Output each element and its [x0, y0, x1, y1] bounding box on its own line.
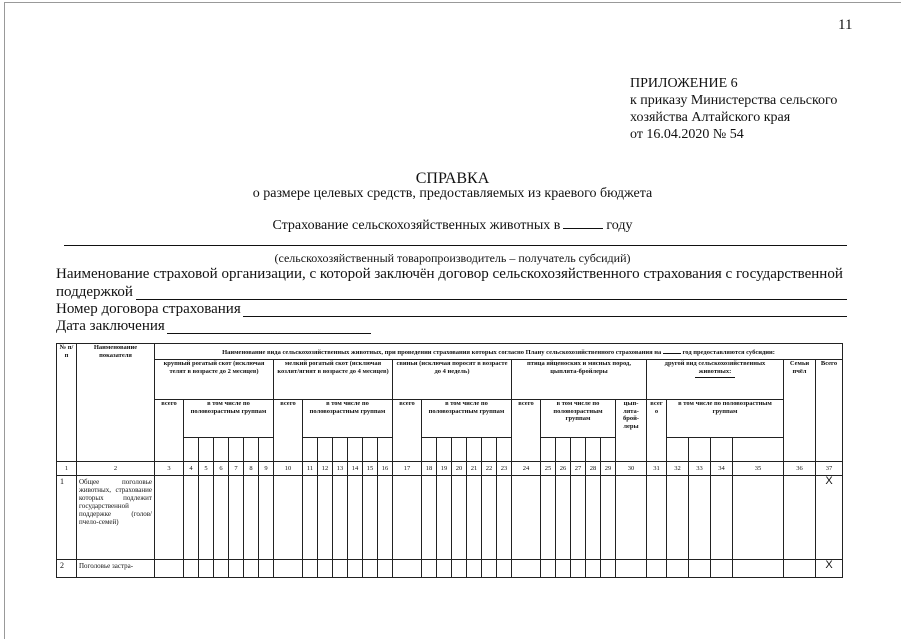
value-cell[interactable]: [571, 476, 586, 560]
group-other: [647, 360, 784, 400]
value-cell[interactable]: [482, 560, 497, 578]
group-total: Всего: [816, 360, 843, 462]
subgroup-cell[interactable]: [378, 438, 393, 462]
value-cell[interactable]: [452, 476, 467, 560]
column-number: 32: [667, 462, 689, 476]
column-number: 1: [57, 462, 77, 476]
main-header-prefix: Наименование вида сельскохозяйственных животных, при проведении страхования которых согласно Плану сельскохозяйственного страхования на: [222, 348, 662, 356]
value-cell[interactable]: [199, 476, 214, 560]
subgroup-cell[interactable]: [601, 438, 616, 462]
value-cell[interactable]: [512, 476, 541, 560]
column-number: 36: [784, 462, 816, 476]
value-cell[interactable]: [333, 476, 348, 560]
value-cell[interactable]: [363, 560, 378, 578]
column-number: 5: [199, 462, 214, 476]
value-cell[interactable]: [482, 476, 497, 560]
value-cell[interactable]: [259, 560, 274, 578]
producer-caption: (сельскохозяйственный товаропроизводитель – получатель субсидий): [274, 251, 631, 265]
column-number: 8: [244, 462, 259, 476]
other-total-header: всег о: [647, 400, 667, 462]
row-total-mark: X: [816, 476, 843, 560]
column-number: 26: [556, 462, 571, 476]
value-cell[interactable]: [711, 476, 733, 560]
value-cell[interactable]: [303, 476, 318, 560]
value-cell[interactable]: [244, 476, 259, 560]
column-number: 22: [482, 462, 497, 476]
subsidy-table: [56, 343, 843, 578]
subgroup-cell[interactable]: [318, 438, 333, 462]
column-number: 9: [259, 462, 274, 476]
value-cell[interactable]: [556, 560, 571, 578]
column-number: 17: [393, 462, 422, 476]
value-cell[interactable]: [733, 560, 784, 578]
document-title: СПРАВКА: [415, 170, 490, 187]
value-cell[interactable]: [378, 476, 393, 560]
value-cell[interactable]: [184, 560, 199, 578]
small-groups-header: в том числе по половозрастным группам: [303, 400, 393, 438]
value-cell[interactable]: [214, 560, 229, 578]
value-cell[interactable]: [586, 476, 601, 560]
subgroup-cell[interactable]: [348, 438, 363, 462]
appendix-line-3: хозяйства Алтайского края: [630, 110, 791, 125]
support-label: поддержкой: [56, 284, 133, 300]
poultry-total-header: всего: [512, 400, 541, 462]
other-groups-header: в том числе по половозрастным группам: [667, 400, 784, 438]
value-cell[interactable]: [437, 560, 452, 578]
subgroup-cell[interactable]: [711, 438, 733, 462]
col-header-indicator: Наименование показателя: [77, 344, 155, 462]
subgroup-cell[interactable]: [667, 438, 689, 462]
column-number: 30: [616, 462, 647, 476]
value-cell[interactable]: [541, 560, 556, 578]
value-cell[interactable]: [452, 560, 467, 578]
column-number: 2: [77, 462, 155, 476]
subgroup-cell[interactable]: [184, 438, 199, 462]
column-number-row: [57, 462, 843, 476]
subgroup-cell[interactable]: [556, 438, 571, 462]
group-cattle: крупный рогатый скот (исключая телят в возрасте до 2 месяцев): [155, 360, 274, 400]
cattle-groups-header: в том числе по половозрастным группам: [184, 400, 274, 438]
value-cell[interactable]: [318, 560, 333, 578]
appendix-date: от 16.04.2020 № 54: [630, 127, 744, 142]
value-cell[interactable]: [348, 560, 363, 578]
column-number: 34: [711, 462, 733, 476]
subgroup-cell[interactable]: [229, 438, 244, 462]
subgroup-cell[interactable]: [259, 438, 274, 462]
subgroup-cell[interactable]: [333, 438, 348, 462]
subgroup-cell[interactable]: [244, 438, 259, 462]
insurer-name-label: Наименование страховой организации, с которой заключён договор сельскохозяйственного страхования с государственной: [56, 266, 843, 282]
main-header: [155, 344, 843, 360]
column-number: 28: [586, 462, 601, 476]
value-cell[interactable]: [497, 560, 512, 578]
appendix-line-2: к приказу Министерства сельского: [630, 93, 838, 108]
group-other-label: другой вид сельскохозяйственных животных:: [664, 360, 766, 375]
column-number: 6: [214, 462, 229, 476]
value-cell[interactable]: [467, 560, 482, 578]
column-number: 24: [512, 462, 541, 476]
subgroup-cell[interactable]: [497, 438, 512, 462]
value-cell[interactable]: [647, 560, 667, 578]
column-number: 21: [467, 462, 482, 476]
value-cell[interactable]: [784, 476, 816, 560]
value-cell[interactable]: [393, 476, 422, 560]
value-cell[interactable]: [601, 560, 616, 578]
subgroup-cell[interactable]: [452, 438, 467, 462]
column-number: 7: [229, 462, 244, 476]
value-cell[interactable]: [244, 560, 259, 578]
value-cell[interactable]: [274, 476, 303, 560]
conclusion-date-label: Дата заключения: [56, 318, 165, 334]
value-cell[interactable]: [229, 476, 244, 560]
value-cell[interactable]: [363, 476, 378, 560]
conclusion-date-fill[interactable]: [167, 333, 371, 334]
value-cell[interactable]: [259, 476, 274, 560]
row-label: Поголовье застра-: [77, 560, 155, 578]
row-total-mark: X: [816, 560, 843, 578]
column-number: 27: [571, 462, 586, 476]
column-number: 35: [733, 462, 784, 476]
value-cell[interactable]: [616, 476, 647, 560]
column-number: 13: [333, 462, 348, 476]
appendix-block: [630, 75, 837, 143]
value-cell[interactable]: [318, 476, 333, 560]
column-number: 33: [689, 462, 711, 476]
value-cell[interactable]: [393, 560, 422, 578]
row-number: 1: [57, 476, 77, 560]
column-number: 11: [303, 462, 318, 476]
subgroup-cell[interactable]: [214, 438, 229, 462]
col-header-no: № п/п: [57, 344, 77, 462]
producer-fill-line[interactable]: [64, 245, 847, 246]
value-cell[interactable]: [784, 560, 816, 578]
subgroup-cell[interactable]: [363, 438, 378, 462]
value-cell[interactable]: [647, 476, 667, 560]
value-cell[interactable]: [541, 476, 556, 560]
value-cell[interactable]: [667, 560, 689, 578]
subgroup-cell[interactable]: [689, 438, 711, 462]
value-cell[interactable]: [348, 476, 363, 560]
subgroup-cell[interactable]: [467, 438, 482, 462]
column-number: 15: [363, 462, 378, 476]
group-bees: Семьи пчёл: [784, 360, 816, 462]
value-cell[interactable]: [184, 476, 199, 560]
subgroup-cell[interactable]: [541, 438, 556, 462]
subgroup-cell[interactable]: [422, 438, 437, 462]
subgroup-cell[interactable]: [199, 438, 214, 462]
subgroup-cell[interactable]: [437, 438, 452, 462]
main-header-year-blank[interactable]: [663, 347, 681, 354]
column-number: 25: [541, 462, 556, 476]
column-number: 37: [816, 462, 843, 476]
pigs-total-header: всего: [393, 400, 422, 462]
poultry-groups-header: в том числе по половозрастным группам: [541, 400, 616, 438]
column-number: 10: [274, 462, 303, 476]
value-cell[interactable]: [274, 560, 303, 578]
small-total-header: всего: [274, 400, 303, 462]
broilers-header: цып-лята-брой-леры: [616, 400, 647, 462]
column-number: 19: [437, 462, 452, 476]
value-cell[interactable]: [199, 560, 214, 578]
year-blank[interactable]: [563, 216, 603, 229]
document-subtitle: о размере целевых средств, предоставляемых из краевого бюджета: [252, 186, 653, 201]
value-cell[interactable]: [437, 476, 452, 560]
value-cell[interactable]: [497, 476, 512, 560]
column-number: 16: [378, 462, 393, 476]
column-number: 12: [318, 462, 333, 476]
group-small-cattle: мелкий рогатый скот (исключая козлят/ягнят в возрасте до 4 месяцев): [274, 360, 393, 400]
table-row: [57, 560, 843, 578]
value-cell[interactable]: [378, 560, 393, 578]
value-cell[interactable]: [155, 476, 184, 560]
column-number: 20: [452, 462, 467, 476]
insurance-line-suffix: году: [606, 218, 633, 233]
insurance-year-line: [0, 216, 905, 234]
contract-number-label: Номер договора страхования: [56, 301, 241, 317]
value-cell[interactable]: [422, 560, 437, 578]
value-cell[interactable]: [711, 560, 733, 578]
value-cell[interactable]: [556, 476, 571, 560]
pigs-groups-header: в том числе по половозрастным группам: [422, 400, 512, 438]
contract-number-fill[interactable]: [243, 316, 847, 317]
other-kind-fill[interactable]: [695, 377, 735, 378]
column-number: 3: [155, 462, 184, 476]
value-cell[interactable]: [601, 476, 616, 560]
value-cell[interactable]: [467, 476, 482, 560]
column-number: 29: [601, 462, 616, 476]
page-number: 11: [838, 17, 853, 33]
main-header-suffix: год предоставляются субсидии:: [682, 348, 775, 356]
value-cell[interactable]: [733, 476, 784, 560]
row-number: 2: [57, 560, 77, 578]
column-number: 23: [497, 462, 512, 476]
column-number: 14: [348, 462, 363, 476]
appendix-title: ПРИЛОЖЕНИЕ 6: [630, 76, 738, 91]
value-cell[interactable]: [616, 560, 647, 578]
group-pigs: свиньи (исключая поросят в возрасте до 4 недель): [393, 360, 512, 400]
subgroup-cell[interactable]: [733, 438, 784, 462]
subgroup-cell[interactable]: [482, 438, 497, 462]
group-poultry: птица яйценоских и мясных пород, цыплята-бройлеры: [512, 360, 647, 400]
column-number: 31: [647, 462, 667, 476]
value-cell[interactable]: [586, 560, 601, 578]
insurer-fill-line[interactable]: [136, 299, 847, 300]
value-cell[interactable]: [214, 476, 229, 560]
cattle-total-header: всего: [155, 400, 184, 462]
value-cell[interactable]: [571, 560, 586, 578]
value-cell[interactable]: [689, 560, 711, 578]
column-number: 18: [422, 462, 437, 476]
subgroup-cell[interactable]: [586, 438, 601, 462]
column-number: 4: [184, 462, 199, 476]
value-cell[interactable]: [512, 560, 541, 578]
row-label: Общее поголовье животных, страхование которых подлежит государственной поддержке (голов/пчело-семей): [77, 476, 155, 560]
subgroup-cell[interactable]: [303, 438, 318, 462]
value-cell[interactable]: [422, 476, 437, 560]
subgroup-cell[interactable]: [571, 438, 586, 462]
value-cell[interactable]: [303, 560, 318, 578]
table-row: [57, 476, 843, 560]
value-cell[interactable]: [333, 560, 348, 578]
insurance-line-prefix: Страхование сельскохозяйственных животных в: [272, 218, 561, 233]
value-cell[interactable]: [667, 476, 689, 560]
value-cell[interactable]: [229, 560, 244, 578]
value-cell[interactable]: [155, 560, 184, 578]
value-cell[interactable]: [689, 476, 711, 560]
